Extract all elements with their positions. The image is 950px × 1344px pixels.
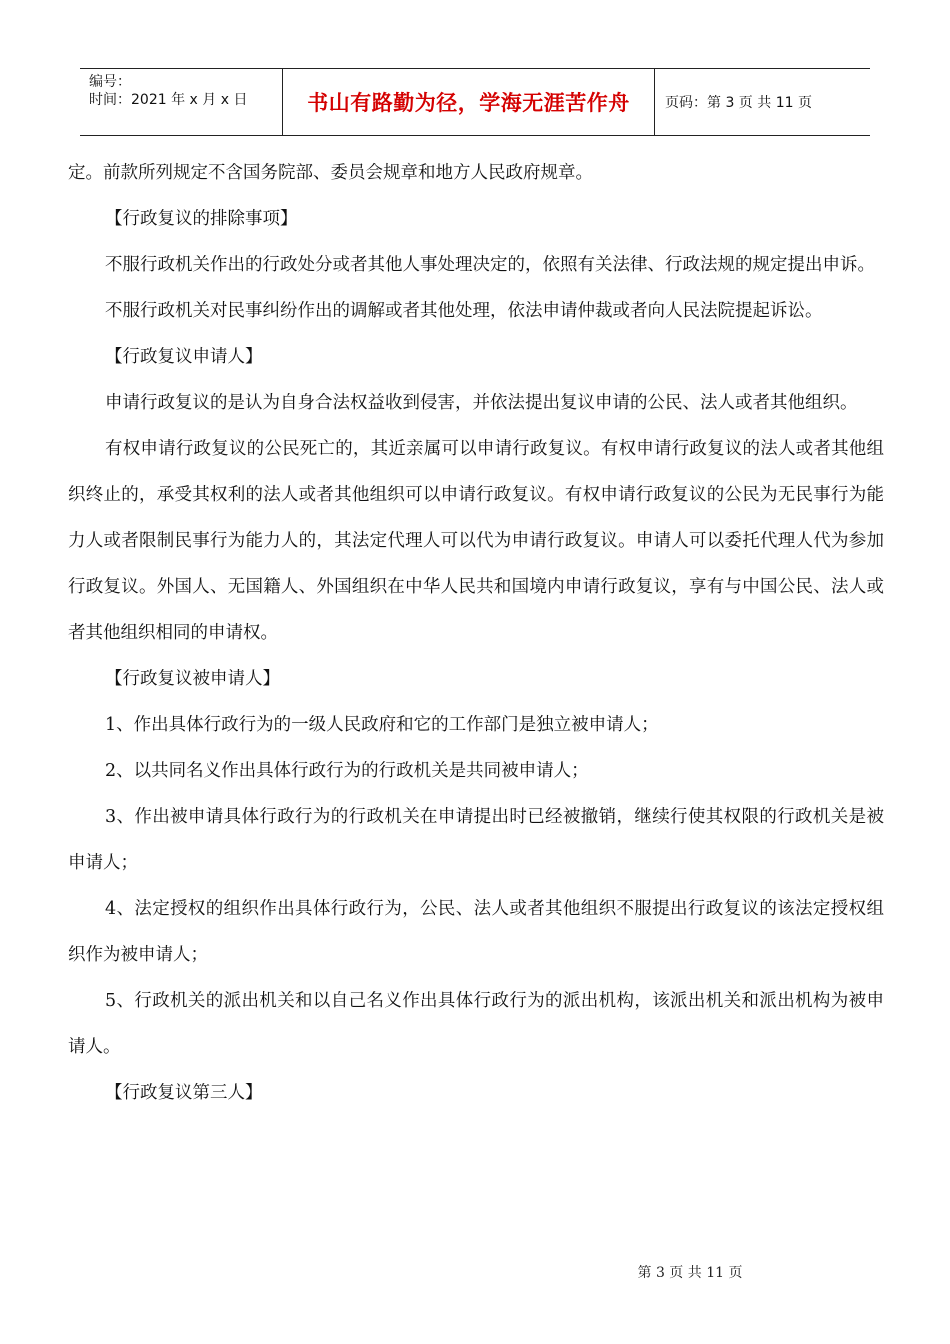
paragraph: 有权申请行政复议的公民死亡的，其近亲属可以申请行政复议。有权申请行政复议的法人或者其他组织终止的，承受其权利的法人或者其他组织可以申请行政复议。有权申请行政复议的公民为无民事行为能力人或者限制民事行为能力人的，其法定代理人可以代为申请行政复议。申请人可以委托代理人代为参加行政复议。外国人、无国籍人、外国组织在中华人民共和国境内申请行政复议，享有与中国公民、法人或者其他组织相同的申请权。 xyxy=(68,439,884,643)
list-item: 3、作出被申请具体行政行为的行政机关在申请提出时已经被撤销，继续行使其权限的行政机关是被申请人； xyxy=(68,807,884,873)
list-item: 4、法定授权的组织作出具体行政行为，公民、法人或者其他组织不服提出行政复议的该法定授权组织作为被申请人； xyxy=(68,899,884,965)
header-meta xyxy=(80,69,283,135)
list-item: 5、行政机关的派出机关和以自己名义作出具体行政行为的派出机构，该派出机关和派出机构为被申请人。 xyxy=(68,991,884,1057)
paragraph: 申请行政复议的是认为自身合法权益收到侵害，并依法提出复议申请的公民、法人或者其他组织。 xyxy=(105,393,858,413)
header-motto: 书山有路勤为径，学海无涯苦作舟 xyxy=(307,91,630,115)
section-heading: 【行政复议的排除事项】 xyxy=(105,209,298,229)
paragraph: 不服行政机关对民事纠纷作出的调解或者其他处理，依法申请仲裁或者向人民法院提起诉讼。 xyxy=(105,301,823,321)
footer-page-number: 第 3 页 共 11 页 xyxy=(637,1265,743,1281)
section-heading: 【行政复议申请人】 xyxy=(105,347,263,367)
section-heading: 【行政复议第三人】 xyxy=(105,1083,263,1103)
page-footer xyxy=(0,1262,950,1282)
list-item: 1、作出具体行政行为的一级人民政府和它的工作部门是独立被申请人； xyxy=(105,715,659,735)
header-motto-cell xyxy=(283,69,655,135)
document-number-label: 编号： xyxy=(89,74,131,90)
header-page-cell xyxy=(655,69,870,135)
document-header xyxy=(80,68,870,136)
paragraph: 不服行政机关作出的行政处分或者其他人事处理决定的，依照有关法律、行政法规的规定提出申诉。 xyxy=(105,255,875,275)
document-date: 时间：2021 年 x 月 x 日 xyxy=(89,92,248,108)
header-page-info: 页码：第 3 页 共 11 页 xyxy=(665,95,812,111)
document-body xyxy=(68,150,884,1116)
list-item: 2、以共同名义作出具体行政行为的行政机关是共同被申请人； xyxy=(105,761,589,781)
paragraph: 定。前款所列规定不含国务院部、委员会规章和地方人民政府规章。 xyxy=(68,163,593,183)
section-heading: 【行政复议被申请人】 xyxy=(105,669,280,689)
